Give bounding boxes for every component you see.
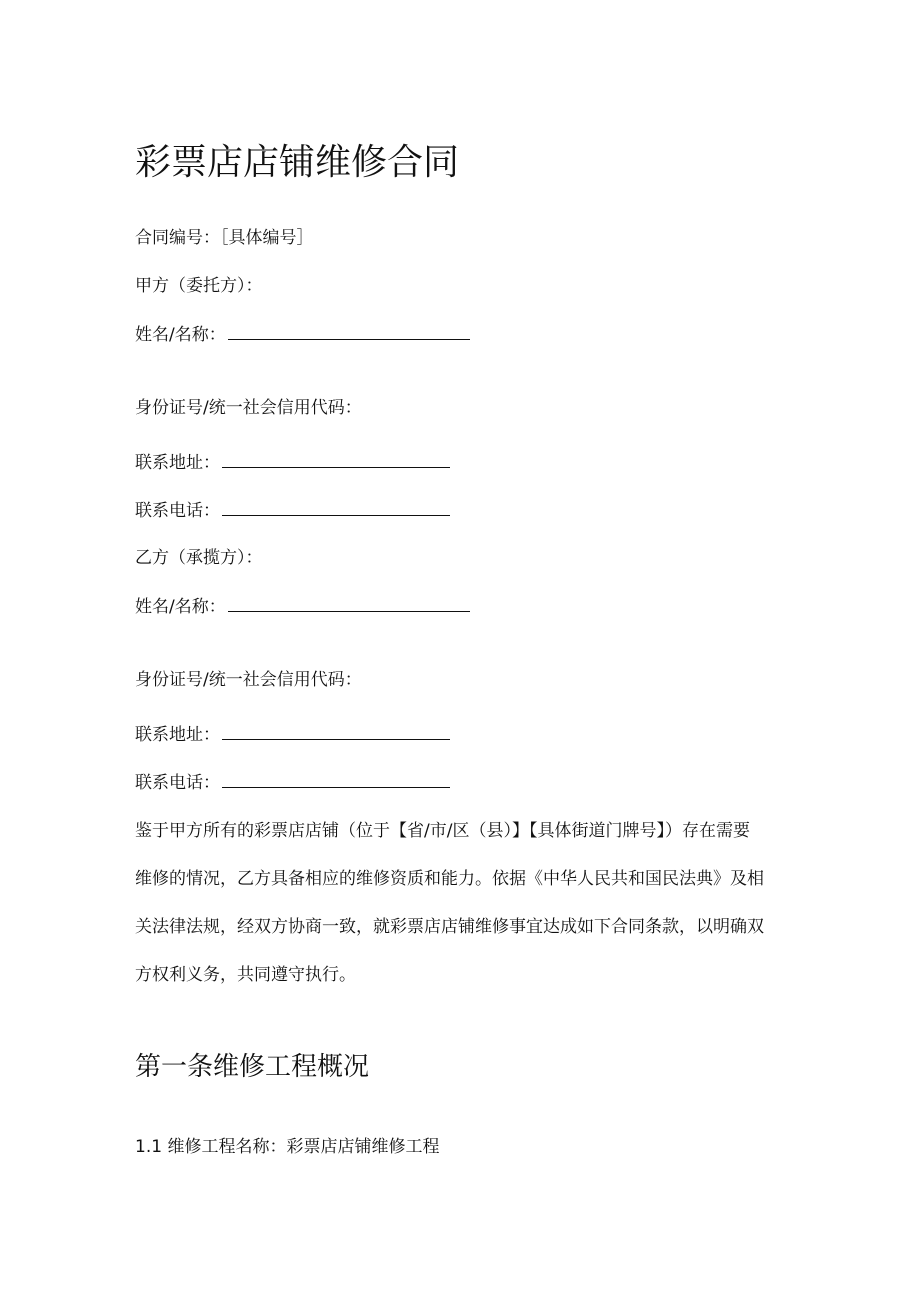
party-a-phone-label: 联系电话： <box>135 501 220 521</box>
party-b-id-label: 身份证号/统一社会信用代码： <box>135 670 362 690</box>
party-a-phone-blank[interactable] <box>222 499 450 516</box>
preamble-line-3: 关法律法规，经双方协商一致，就彩票店店铺维修事宜达成如下合同条款，以明确双 <box>135 917 764 937</box>
party-a-address-row <box>135 451 450 474</box>
preamble-line-4: 方权利义务，共同遵守执行。 <box>135 965 356 985</box>
party-a-phone-row <box>135 499 450 522</box>
party-a-name-blank[interactable] <box>228 323 470 340</box>
party-b-phone-row <box>135 771 450 794</box>
preamble-line-1: 鉴于甲方所有的彩票店店铺（位于【省/市/区（县）】【具体街道门牌号】）存在需要 <box>135 821 750 841</box>
party-b-address-label: 联系地址： <box>135 725 220 745</box>
contract-number-line: 合同编号：［具体编号］ <box>135 228 314 248</box>
party-a-address-label: 联系地址： <box>135 453 220 473</box>
party-b-heading: 乙方（承揽方）： <box>135 548 263 568</box>
party-a-name-label: 姓名/名称： <box>135 325 226 345</box>
party-a-name-row <box>135 323 470 346</box>
party-a-heading: 甲方（委托方）： <box>135 276 263 296</box>
section-1-heading: 第一条维修工程概况 <box>135 1052 370 1082</box>
document-title: 彩票店店铺维修合同 <box>135 142 460 183</box>
party-b-phone-label: 联系电话： <box>135 773 220 793</box>
party-b-name-blank[interactable] <box>228 595 470 612</box>
party-b-address-blank[interactable] <box>222 723 450 740</box>
preamble-line-2: 维修的情况，乙方具备相应的维修资质和能力。依据《中华人民共和国民法典》及相 <box>135 869 764 889</box>
party-b-name-label: 姓名/名称： <box>135 597 226 617</box>
party-b-name-row <box>135 595 470 618</box>
party-b-phone-blank[interactable] <box>222 771 450 788</box>
party-b-address-row <box>135 723 450 746</box>
section-1-item-1-1: 1.1 维修工程名称：彩票店店铺维修工程 <box>135 1137 440 1157</box>
party-a-id-label: 身份证号/统一社会信用代码： <box>135 398 362 418</box>
party-a-address-blank[interactable] <box>222 451 450 468</box>
